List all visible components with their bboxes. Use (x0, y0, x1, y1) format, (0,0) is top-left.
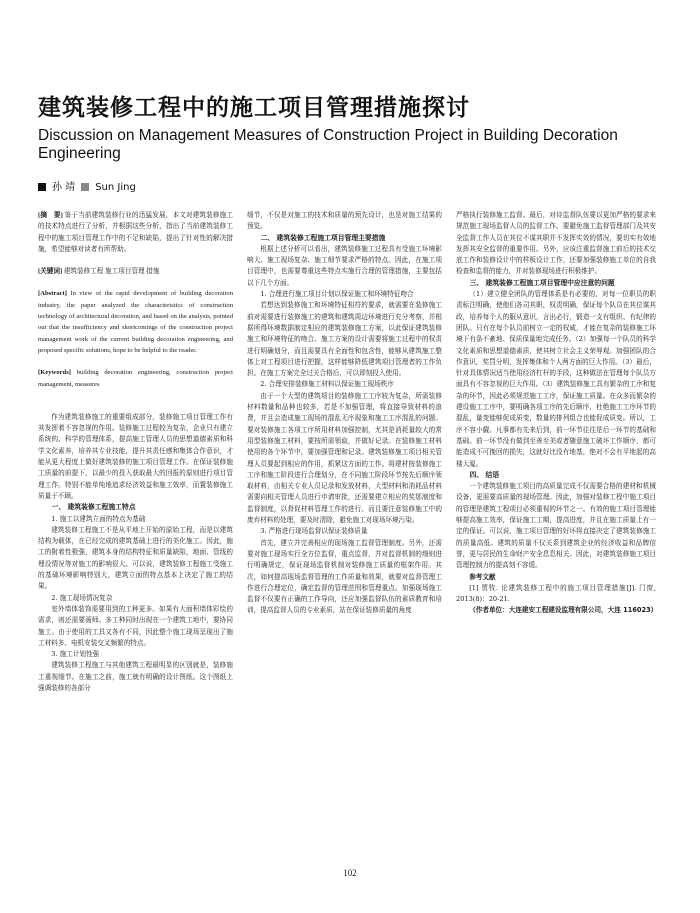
keywords-cn-label: [关键词] (38, 268, 63, 276)
keywords-cn-text: 建筑装修工程 施工项目管理 措施 (63, 268, 160, 276)
column-2 (247, 210, 442, 617)
paragraph: 首先，建立并完善相应的现场施工监督管理制度。另外，还需要对施工现场实行全方位监督，重点监督，并对监督机制的细则进行明确规定，保证现场监督机制对装修施工质量的框架作用。其次，如何提高现场监督管理的工作质量和效果，就要对监督管理工作进行合理定位，确定监督的管理范围和管理重点。加强现场施工监督不仅要有正确的工作导向，还应加强监督队伍的素质教育和培训，提高监督人员的专业素质，站在保证装修质量的角度 (247, 538, 442, 615)
column-1 (38, 210, 233, 694)
paragraph: 一个建筑装修施工项目的高质量完成不仅需要合格的建材和机械设备，更需要高质量的现场管理。因此，加强对装修工程中施工项目的管理是建筑工程项目必须重视的环节之一。有效的施工项目管理能够提高施工效率，保证施工工期，提高进度，并且在施工质量上有一定的保证。可以说，施工项目管理的好坏将直接决定了建筑装修施工的质量高低。建筑的质量不仅关系到建筑企业的经济收益和品牌信誉，更与居民的生命财产安全息息相关。因此，对建筑装修施工项目管理控制力的提高刻不容缓。 (456, 482, 656, 570)
paragraph: （1）建立健全团队的管理体系是有必要的，对每一位职员的职责标注明确，使他们各司其职，权责明确，保证每个队员在其位谋其政，培养每个人的服从意识，言出必行，锻造一支有组织、有纪律的团队。只有在每个队员前树立一定的权威，才能在复杂的装修施工环境下有条不紊地、保质保量地完成任务。（2）加强每一个队员的科学文化素质和思想道德素质，使其树立社会主义荣辱观。加强团队的合作意识，奖罚分明，发挥集体和个人两方面的巨大作用。（3）最后，针对具体情况适当使用经济杠杆的手段，这种做法在管理每个队员方面具有不容忽视的巨大作用。（3）建筑装修施工具有繁杂的工序和复杂的环节，因此必须规范施工工序，保证施工质量。在众多而繁杂的建设施工工序中，要明确各项工序的先后顺序，杜绝施工工序环节的混乱，量变能够促成质变，数量的排列组合也能促成质变。所以，工序不容小觑。凡事都有先来后到，前一环节往往是后一环节的基础和基础。前一环节没有做到至善至美或者随意施工破坏工作顺序，都可能造成不可挽回的损失，这就好比没有地基，绝对不会有平地起的高楼大厦。 (456, 290, 656, 468)
subsection-heading-2-2: 2. 合理安排装修施工材料以保证施工现场秩序 (260, 380, 394, 389)
abstract-cn-text: 鉴于当前建筑装修行业的迅猛发展，本文对建筑装修施工的技术特点进行了分析，并根据这些分析，指出了当前建筑装修工程中的施工项目管理工作中的不足和缺陷，提出了针对性的解决措施，希望能够对读者有所帮助。 (38, 212, 234, 253)
keywords-cn (38, 266, 233, 277)
subsection-heading-2-3: 3. 严格进行现场监督以保证装修质量 (260, 527, 368, 536)
section-heading-4: 四、 结语 (469, 470, 500, 479)
article-title-en: Discussion on Management Measures of Construction Project in Building Decoration Engineering (38, 127, 618, 162)
section-heading-3: 三、 建筑装修工程施工项目管理中应注意的问题 (469, 278, 615, 287)
paragraph: 若想达到装修施工和环境特征相符的要求，就需要在装修施工前对需要进行装修施工的建筑和建筑周边环境进行充分考察，并根据所得环境数据制定相应的建筑装修施工方案，以此保证建筑装修施工和环境特征的吻合。施工方案的设计需要将施工过程中的权责进行明确划分，而且需要具有全面性和包含性，能够从建筑施工整体上对工程项目进行把握，这样能够降低建筑项目管理者的工作负担。在施工方案完全过关合格后，可以即刻投入使用。 (247, 301, 442, 378)
keywords-en (38, 367, 233, 390)
square-bullet-icon (81, 183, 89, 191)
intro-paragraph: 作为建筑装修施工的重要组成部分，装修施工项目管理工作有其发挥着不容忽视的作用。装修施工过程较为复杂，企业只有建立系统的、科学的管理体系，提高施工管理人员的思想道德素质和科学文化素养，培养其专业技能，提升其责任感和集体合作意识，才能从更大程度上做好建筑装修的施工项目管理工作。在保证装修施工质量的前提下，以最少的投入获取最大的回报的原则进行项目管理工作。特别不能单纯地追求经济效益和施工效率，而置装修施工质量于不顾。 (38, 412, 233, 500)
abstract-cn-label: [摘 要] (38, 212, 63, 219)
subsection-heading-1-3: 3. 施工计划性强 (51, 650, 100, 659)
abstract-cn (38, 210, 233, 255)
author-line (38, 178, 136, 193)
paragraph: 建筑装修工程施工不是从平地上开始的原始工程，而是以建筑结构为载体，在已经完成的建筑基础上进行的美化施工。因此，施工的附着性极强，建筑本身的结构特征和质量缺陷，地面、管线的埋设情况等对施工的影响很大。可以说，建筑装修工程施工受施工的基础环境影响特别大，建筑立面的特点基本上决定了施工的结果。 (38, 525, 233, 591)
subsection-heading-2-1: 1. 合理进行施工项目计划以保证施工和环境特征吻合 (260, 290, 414, 299)
paragraph: 细节，不仅是对施工的技术和质量的预先设计，也是对施工结果的预览。 (247, 211, 442, 231)
paragraph: 根据上述分析可以看出，建筑装修施工过程具有受施工环境影响大、施工现场复杂、施工细节要求严格的特点。因此，在施工项目管理中，也需要尊重这些特点实施行合理的管理措施，主要包括以下几个方面。 (247, 244, 442, 287)
section-heading-2: 二、 建筑装修工程施工项目管理主要措施 (260, 233, 386, 242)
reference-item: [1] 贾牧. 论建筑装修工程中的施工项目管理措施[J]. 门窗, 2013(8)：20-21. (456, 583, 656, 604)
keywords-en-label: [Keywords] (38, 369, 71, 377)
references-heading: 参考文献 (469, 572, 496, 581)
page-number: 102 (343, 868, 357, 878)
column-3 (456, 210, 656, 617)
article-title-cn: 建筑装修工程中的施工项目管理措施探讨 (38, 95, 470, 121)
paragraph: 严格执行装修施工监督。最后，对待监督队伍要以更加严格的要求来规范施工现场监督人员的监督工作。要避免施工监督管理部门及其安全监督工作人员在其位不谋其职并不发挥实效的情况，要切实有效地发挥其安全监督的重要作用。另外，应该注重监督施工前后的技术交底工作和装修设计中的样板设计工作，还要加强装修施工单位的自我检查和监督的能力，并对装修现场进行积极维护。 (456, 211, 656, 276)
abstract-en-label: [Abstract] (38, 290, 67, 298)
section-heading-1: 一、 建筑装修工程施工特点 (51, 503, 136, 512)
paragraph: 由于一个大型的建筑项目的装修施工工序较为复杂，所需装修材料数量和品种也较多，若是不加强管理，将直接导致材料的浪费，并且会造成施工现场的混乱无序现象和施工工序混乱的问题。要对装修施工各项工序所用材料加强控制，尤其是消耗量较大的常用型装修施工材料，要按所需领取，并做好记录。在装修施工材料使用的各个环节中，要加强管理和记录。建筑装修施工项目相关管理人员要起到相应的作用，抓紧这方面的工作。将建材按装修施工工序和施工阶段进行合理划分，在不同施工阶段环节按先后顺序领取材料，由相关专业人员记录和发放材料，大型材料和消耗品材料需要向相关管理人员进行申请审批，还需要建立相应的奖惩制度和监督制度，以督促材料管理工作的进行。而且要注意装修施工中的废弃材料的处理，要及时清除，避免施工对现场环境污染。 (247, 391, 442, 525)
square-bullet-icon (38, 183, 46, 191)
subsection-heading-1-2: 2. 施工现场情况复杂 (51, 593, 113, 602)
author-cn: 孙 靖 (52, 182, 76, 193)
author-en: Sun Jing (95, 182, 136, 193)
author-affiliation: （作者单位：大连建安工程建设监理有限公司，大连 116023） (469, 606, 658, 615)
paragraph: 建筑装修工程施工与其他建筑工程最明显的区别就是，装修施工重视细节。在施工之前，施工就有明确的设计图纸。这个图纸上强调装修的各部分 (38, 661, 233, 692)
subsection-heading-1-1: 1. 施工以建筑立面的特点为基础 (51, 514, 146, 523)
abstract-en (38, 288, 233, 356)
paragraph: 室外墙体装饰需要用到的工种更多。如果有大面积墙体彩绘的需求，则还需要画师。多工种同时出现在一个建筑工地中，要协同施工。由于使用的工具又各有不同，因此整个施工现场呈现出了施工材料多、电机安装交叉频繁的特点。 (38, 604, 233, 647)
abstract-en-text: In view of the rapid development of building decoration industry, the paper analyzed the characteristics of construction technology of architectural decoration, and based on the analysis, pointed out that the insufficiency and shortcomings of the construction project management work of the current building decoration engineering, and proposed specific solutions, hope to be helpful to the reader. (38, 290, 233, 354)
keywords-en-text: building decoration engineering, construction project management, measures (38, 369, 234, 388)
